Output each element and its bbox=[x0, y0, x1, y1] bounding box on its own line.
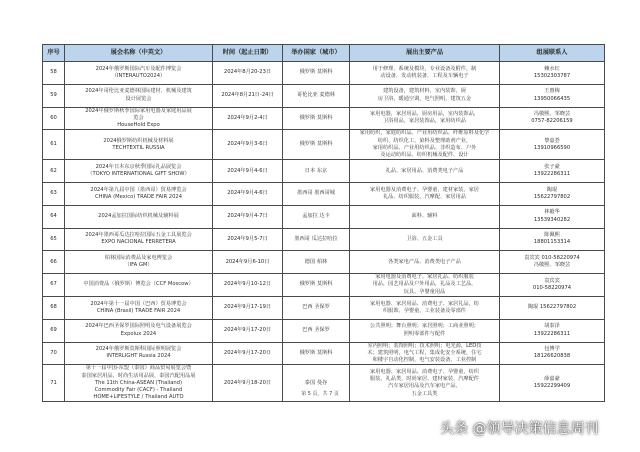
header-name: 展会名称（中英文） bbox=[65, 45, 213, 62]
cell-exhibition-name-line: TECHTEXTIL RUSSIA bbox=[112, 144, 165, 151]
cell-exhibition-name bbox=[65, 274, 213, 297]
table-row bbox=[43, 107, 605, 130]
cell-place: 俄罗斯 莫斯科 bbox=[283, 130, 350, 160]
cell-products bbox=[350, 274, 500, 297]
cell-contact bbox=[500, 342, 605, 365]
cell-products-line: 家用电器及消费电子、家居礼品、纺织服装 bbox=[375, 274, 474, 281]
cell-contact-line: 陈佩熙 bbox=[544, 232, 560, 239]
cell-products-line: 家用电器，家居用品，厨房用品，室内装饰品， bbox=[370, 111, 479, 118]
table-row bbox=[43, 228, 605, 251]
cell-date: 2024年8月21日-24日 bbox=[213, 84, 283, 107]
watermark: 头条 @领导决策信息周刊 bbox=[440, 421, 599, 437]
cell-date: 2024年9月10-12日 bbox=[213, 274, 283, 297]
cell-no: 61 bbox=[43, 130, 65, 160]
cell-exhibition-name bbox=[65, 84, 213, 107]
cell-date: 2024年9月17-20日 bbox=[213, 319, 283, 342]
cell-exhibition-name-line: （IFA GM） bbox=[124, 262, 153, 269]
header-no: 序号 bbox=[43, 45, 65, 62]
cell-place: 俄罗斯 莫斯科 bbox=[283, 274, 350, 297]
cell-place: 孟加拉 达卡 bbox=[283, 205, 350, 228]
cell-no: 69 bbox=[43, 319, 65, 342]
cell-exhibition-name-line: 第十一届中国-东盟（泰国）商品贸易展览会暨 bbox=[85, 365, 192, 372]
cell-exhibition-name-line: The 11th China-ASEAN (Thailand) bbox=[95, 379, 182, 386]
cell-contact bbox=[500, 183, 605, 206]
cell-contact-line: 010-58220974 bbox=[532, 285, 572, 292]
cell-exhibition-name bbox=[65, 342, 213, 365]
cell-date: 2024年9月6-10日 bbox=[213, 251, 283, 274]
cell-exhibition-name-line: 览会 bbox=[133, 114, 144, 121]
cell-contact bbox=[500, 319, 605, 342]
cell-contact-line: 陶琨 15622797802 bbox=[527, 304, 577, 311]
cell-products-line: 建筑设备，建筑材料，室内装饰，厨 bbox=[382, 88, 466, 95]
cell-contact-line: 薛嘉豪 bbox=[544, 376, 560, 383]
cell-contact bbox=[500, 84, 605, 107]
cell-products-line: 礼品、家居用品、消费类电子产品 bbox=[385, 167, 464, 174]
cell-contact-line: 15922299409 bbox=[533, 383, 571, 390]
header-date: 时间（起止日期） bbox=[213, 45, 283, 62]
cell-contact-line: 冯敬熙、邹晓芸 bbox=[533, 262, 571, 269]
cell-no: 64 bbox=[43, 205, 65, 228]
cell-contact bbox=[500, 107, 605, 130]
cell-exhibition-name-line: （INTERAUTO2024） bbox=[111, 72, 166, 79]
header-contact: 组展联系人 bbox=[500, 45, 605, 62]
cell-products-line: 房卫浴，暖通空调，电气照明，建筑五金 bbox=[377, 95, 472, 102]
cell-exhibition-name-line: INTERLIGHT Russia 2024 bbox=[106, 353, 171, 360]
cell-contact bbox=[500, 228, 605, 251]
cell-contact bbox=[500, 205, 605, 228]
cell-exhibition-name-line: 2024俄罗斯纺织机械及材料展 bbox=[103, 137, 174, 144]
cell-products-line: 家用电器、家居用品、消费电子、孕婴童，纺织 bbox=[370, 368, 479, 375]
cell-contact-line: 13922286311 bbox=[533, 171, 571, 178]
cell-date: 2024年9月5-7日 bbox=[213, 228, 283, 251]
cell-exhibition-name-line: 2024年哥伦比亚麦德林国际建材、机械及建筑 bbox=[85, 88, 192, 95]
cell-products bbox=[350, 183, 500, 206]
cell-no: 68 bbox=[43, 296, 65, 319]
cell-exhibition-name bbox=[65, 130, 213, 160]
cell-no: 60 bbox=[43, 107, 65, 130]
cell-exhibition-name-line: 2024年俄罗斯秋季国际家用电器及家庭用品展 bbox=[85, 107, 192, 114]
cell-products bbox=[350, 205, 500, 228]
cell-products-line: 用品，园艺用品及户外用品，礼品及工艺品， bbox=[372, 281, 477, 288]
cell-place: 德国 柏林 bbox=[283, 251, 350, 274]
cell-exhibition-name bbox=[65, 205, 213, 228]
cell-contact-line: 18126620838 bbox=[533, 353, 571, 360]
table-row bbox=[43, 62, 605, 85]
cell-contact-line: 陶琨 bbox=[546, 186, 558, 193]
cell-products-line: 和楼宇自动化控制，电气安装设备，工业控制 bbox=[372, 357, 477, 364]
cell-exhibition-name-line: EXPO NACIONAL FERRETERA bbox=[101, 239, 176, 246]
cell-contact-line: 包博学 bbox=[544, 346, 560, 353]
cell-date: 2024年9月17-20日 bbox=[213, 342, 283, 365]
cell-products-line: 室内照明；装饰照明；技术照明；电光源，LED技 bbox=[367, 342, 482, 349]
cell-contact-line: 15302303787 bbox=[533, 72, 571, 79]
cell-contact-line: 袁宾宾 010-58220974 bbox=[524, 255, 580, 262]
cell-contact bbox=[500, 130, 605, 160]
cell-contact-line: 13539340282 bbox=[533, 216, 571, 223]
cell-exhibition-name-line: 2024年第十一届中国（巴西）贸易博览会 bbox=[90, 300, 187, 307]
cell-products bbox=[350, 251, 500, 274]
cell-exhibition-name bbox=[65, 319, 213, 342]
cell-no: 67 bbox=[43, 274, 65, 297]
cell-place: 墨西哥 瓜达拉哈拉 bbox=[283, 228, 350, 251]
table-header-row bbox=[43, 45, 605, 62]
cell-contact bbox=[500, 62, 605, 85]
exhibition-table bbox=[42, 44, 605, 402]
cell-products bbox=[350, 160, 500, 183]
cell-date: 2024年9月4-6日 bbox=[213, 183, 283, 206]
cell-no: 63 bbox=[43, 183, 65, 206]
cell-exhibition-name-line: 2024年日本东京秋季国际礼品展览会 bbox=[95, 163, 182, 170]
cell-no: 71 bbox=[43, 365, 65, 402]
cell-products-line: 面料、辅料 bbox=[411, 213, 438, 220]
cell-exhibition-name-line: 2024年俄罗斯国际汽车及配件博览会 bbox=[95, 65, 182, 72]
table-row bbox=[43, 183, 605, 206]
cell-contact bbox=[500, 274, 605, 297]
cell-no: 66 bbox=[43, 251, 65, 274]
cell-place: 俄罗斯 莫斯科 bbox=[283, 342, 350, 365]
cell-products bbox=[350, 342, 500, 365]
table-row bbox=[43, 84, 605, 107]
cell-products-line: 家用纺织，家庭纺织品、产业用纺织品、纤维原料及化学 bbox=[359, 130, 490, 137]
cell-exhibition-name-line: 2024年第九届中国（墨西哥）贸易博览会 bbox=[90, 186, 187, 193]
cell-exhibition-name-line: HouseHold Expo bbox=[117, 122, 160, 129]
cell-products-line: 各类家电产品、消费类电子产品 bbox=[388, 258, 461, 265]
cell-products-line: 卫浴、五金工具 bbox=[406, 235, 443, 242]
cell-products-line: 礼品、纺织服装、汽摩配、家居用品 bbox=[382, 193, 466, 200]
cell-no: 59 bbox=[43, 84, 65, 107]
cell-date: 2024年9月18-20日 bbox=[213, 365, 283, 402]
cell-exhibition-name-line: HOME+LIFESTYLE / Thailand AUTO bbox=[93, 394, 184, 401]
cell-products-line: 照明零部件与配件 bbox=[403, 330, 446, 337]
cell-place: 日本 东京 bbox=[283, 160, 350, 183]
cell-exhibition-name-line: 2024年巴西圣保罗国际照明及电气设备展览会 bbox=[85, 323, 192, 330]
table-row bbox=[43, 251, 605, 274]
table-row bbox=[43, 296, 605, 319]
cell-contact bbox=[500, 251, 605, 274]
cell-place: 泰国 曼谷 bbox=[283, 365, 350, 402]
cell-products-line: 服装、礼品类、时尚家居、建材家装、汽摩配件 bbox=[370, 376, 479, 383]
cell-place: 巴西 圣保罗 bbox=[283, 296, 350, 319]
exhibition-sheet bbox=[42, 44, 604, 402]
cell-exhibition-name-line: 2024年俄罗斯莫斯科国际照明展览会 bbox=[95, 346, 182, 353]
cell-contact-line: 林毅华 bbox=[544, 209, 560, 216]
cell-contact-line: 0757-82206159 bbox=[531, 118, 573, 125]
cell-exhibition-name-line: CHINA (Mexico) TRADE FAIR 2024 bbox=[94, 193, 182, 200]
header-scope: 展出主要产品 bbox=[350, 45, 500, 62]
cell-products-line: 家用电器及消费电子、孕婴童、建材家装、家居 bbox=[370, 186, 479, 193]
cell-exhibition-name bbox=[65, 228, 213, 251]
table-row bbox=[43, 130, 605, 160]
cell-no: 58 bbox=[43, 62, 65, 85]
cell-products bbox=[350, 228, 500, 251]
cell-products-line: 五金工具类 bbox=[411, 390, 438, 397]
table-row bbox=[43, 319, 605, 342]
cell-exhibition-name-line: 设计展览会 bbox=[125, 95, 152, 102]
cell-contact-line: 黎嘉荟 bbox=[544, 137, 560, 144]
cell-products-line: 玩具、孕婴童用品 bbox=[403, 288, 446, 295]
cell-products bbox=[350, 62, 500, 85]
cell-date: 2024年9月4-6日 bbox=[213, 160, 283, 183]
table-row bbox=[43, 274, 605, 297]
cell-products-line: 动设备，发动机装备，工程及车辆电子 bbox=[380, 72, 469, 79]
cell-exhibition-name bbox=[65, 183, 213, 206]
cell-products bbox=[350, 319, 500, 342]
table-row bbox=[43, 205, 605, 228]
cell-date: 2024年9月3-6日 bbox=[213, 130, 283, 160]
cell-exhibition-name bbox=[65, 251, 213, 274]
cell-products-line: 公共照明；舞台照明；家居照明；工商业照明； bbox=[370, 323, 479, 330]
cell-contact bbox=[500, 296, 605, 319]
cell-place: 墨西哥 墨西哥城 bbox=[283, 183, 350, 206]
cell-exhibition-name bbox=[65, 107, 213, 130]
cell-products-line: 家用纺织品、产业用纺织品、非织造布、户外 bbox=[372, 144, 477, 151]
cell-contact-line: 赖水红 bbox=[544, 65, 560, 72]
cell-date: 2024年8月20-23日 bbox=[213, 62, 283, 85]
cell-contact-line: 王惠梅 bbox=[544, 88, 560, 95]
cell-exhibition-name-line: 2024年墨西哥瓜达拉哈拉国际五金工具展览会 bbox=[85, 232, 192, 239]
cell-products-line: 织服饰、孕婴童、工业装备及零部件 bbox=[382, 307, 466, 314]
cell-products-line: 用于修理、系统及模块，专业设备及附件，制 bbox=[372, 65, 477, 72]
cell-exhibition-name-line: （TOKYO INTERNATIONAL GIFT SHOW） bbox=[87, 171, 190, 178]
cell-contact-line: 13922286311 bbox=[533, 330, 571, 337]
cell-exhibition-name-line: 泰国家居用品、时尚生活用品展、泰国汽配用品展 bbox=[81, 372, 196, 379]
cell-contact bbox=[500, 160, 605, 183]
cell-products bbox=[350, 296, 500, 319]
cell-contact-line: 张子豪 bbox=[544, 163, 560, 170]
cell-exhibition-name-line: 2024孟加拉国际纺织机械及辅料展 bbox=[98, 213, 179, 220]
cell-place: 俄罗斯 莫斯科 bbox=[283, 62, 350, 85]
cell-products-line: 及运动纺织品、纺织机械及配件、设计 bbox=[380, 152, 469, 158]
cell-date: 2024年9月4-7日 bbox=[213, 205, 283, 228]
cell-exhibition-name-line: 中国消费品（俄罗斯）博览会（CCF Moscow） bbox=[83, 281, 194, 288]
cell-contact-line: 冯敬熙、邹晓芸 bbox=[533, 111, 571, 118]
cell-place: 巴西 圣保罗 bbox=[283, 319, 350, 342]
cell-products bbox=[350, 84, 500, 107]
cell-exhibition-name-line: Expolux 2024 bbox=[120, 330, 157, 337]
table-row bbox=[43, 342, 605, 365]
cell-products-line: 纺织、纺织化工、染料及整理助剂产业， bbox=[377, 137, 472, 144]
cell-date: 2024年9月17-19日 bbox=[213, 296, 283, 319]
cell-exhibition-name-line: CHINA (Brasil) TRADE FAIR 2024 bbox=[96, 307, 181, 314]
cell-products-line: 卫浴用品，家居装饰品，家用纺织品 bbox=[382, 118, 466, 125]
cell-exhibition-name-line: Commodity Fair (CACF) - Thailand bbox=[94, 386, 183, 393]
header-place: 举办国家（城市） bbox=[283, 45, 350, 62]
cell-products bbox=[350, 107, 500, 130]
cell-exhibition-name-line: 柏林国际消费品及家电博览会 bbox=[104, 255, 173, 262]
cell-contact-line: 13910966590 bbox=[533, 144, 571, 151]
cell-contact-line: 18801153314 bbox=[533, 239, 571, 246]
cell-contact-line: 胡泰泽 bbox=[544, 323, 560, 330]
cell-no: 65 bbox=[43, 228, 65, 251]
cell-products-line: 术；建筑照明，电气工程，集成化安全系统，住宅 bbox=[367, 349, 482, 356]
cell-no: 62 bbox=[43, 160, 65, 183]
cell-exhibition-name bbox=[65, 62, 213, 85]
cell-date: 2024年9月2-4日 bbox=[213, 107, 283, 130]
cell-contact-line: 13950066435 bbox=[533, 95, 571, 102]
page-number: 第 5 页，共 7 页 bbox=[301, 391, 339, 397]
cell-products bbox=[350, 130, 500, 160]
cell-place: 俄罗斯 莫斯科 bbox=[283, 107, 350, 130]
cell-exhibition-name bbox=[65, 296, 213, 319]
cell-exhibition-name bbox=[65, 160, 213, 183]
cell-contact-line: 袁宾宾 bbox=[544, 277, 560, 284]
cell-place: 哥伦比亚 麦德林 bbox=[283, 84, 350, 107]
table-row bbox=[43, 160, 605, 183]
cell-products-line: 家用电器、家居用品、消费电子、家居礼品、纺 bbox=[370, 300, 479, 307]
cell-no: 70 bbox=[43, 342, 65, 365]
cell-products-line: 汽车家居用品及汽车家电产品、 bbox=[388, 383, 461, 390]
cell-contact-line: 15622797802 bbox=[533, 193, 571, 200]
